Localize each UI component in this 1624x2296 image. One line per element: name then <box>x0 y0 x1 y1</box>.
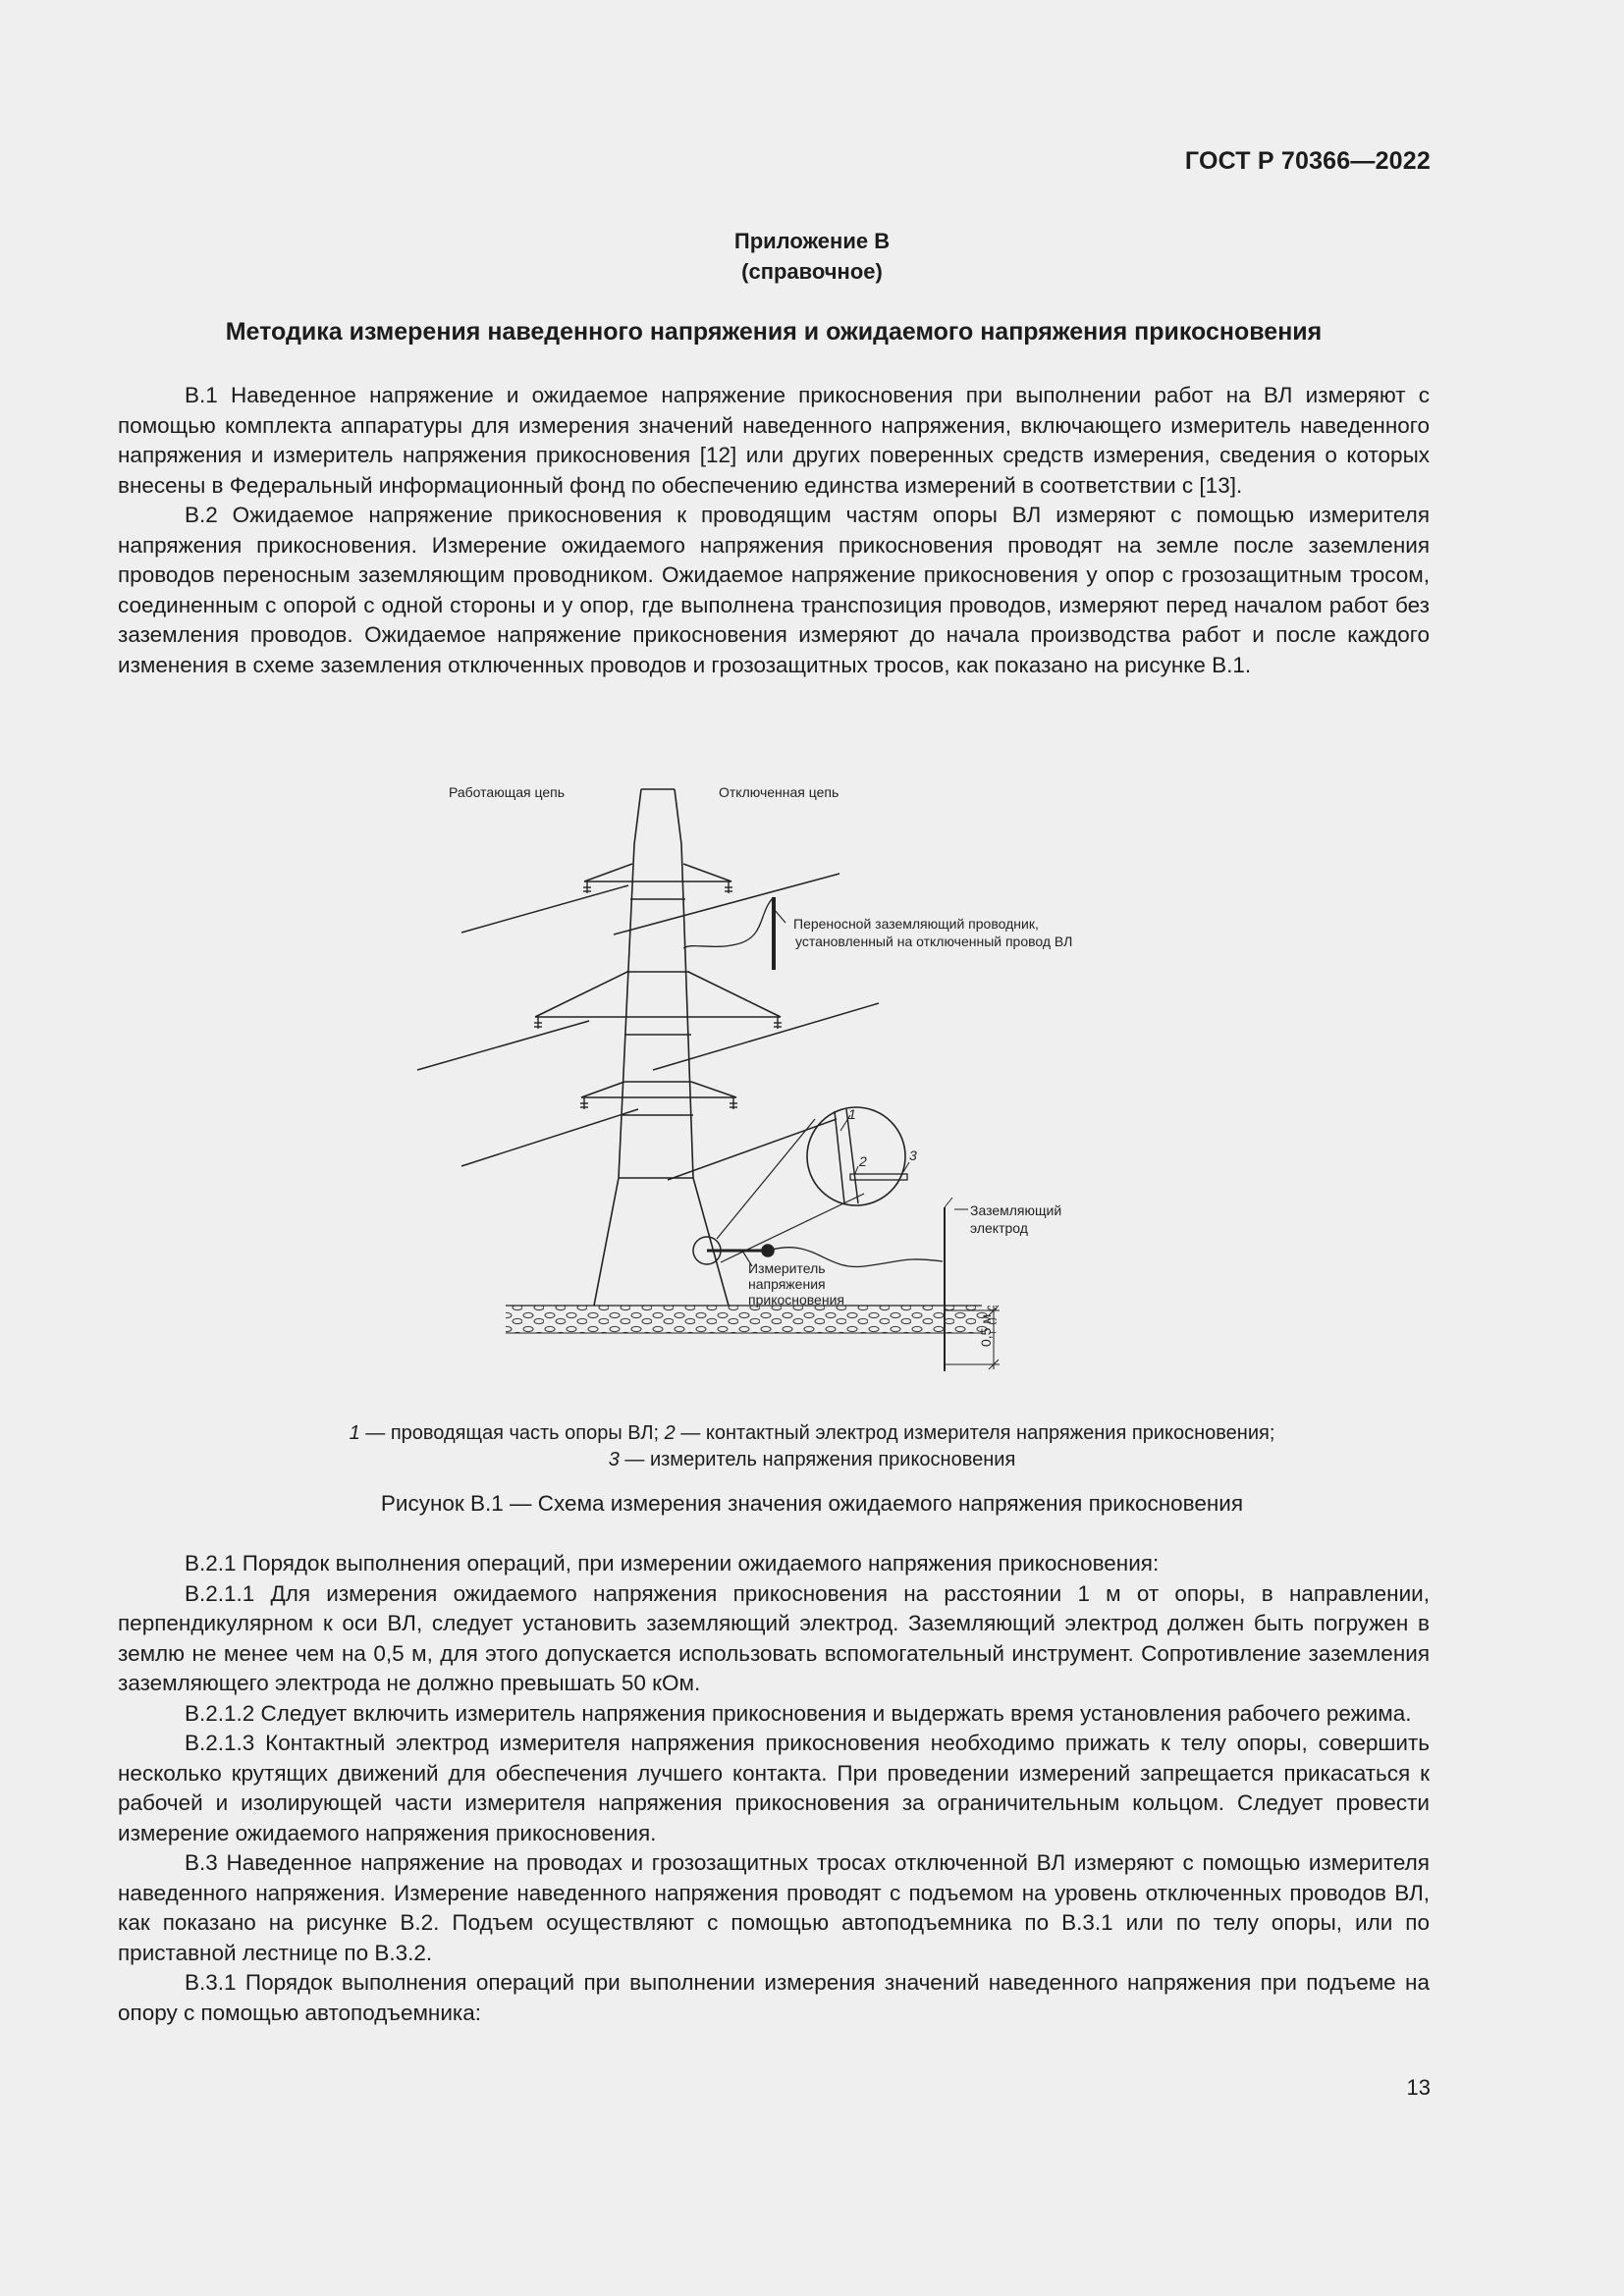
callout-3: 3 <box>909 1148 917 1163</box>
document-code: ГОСТ Р 70366—2022 <box>1184 147 1431 175</box>
legend-num-1: 1 <box>349 1422 360 1444</box>
callout-2: 2 <box>859 1153 867 1169</box>
page-number: 13 <box>1406 2075 1431 2100</box>
paragraph-b2-1-3: В.2.1.3 Контактный электрод измерителя напряжения прикосновения необходимо прижать к телу опоры, совершить несколько крутящих движений для обеспечения лучшего контакта. При проведении измерений запрещается прикасаться к рабочей и изолирующей части измерителя напряжения прикосновения за ограничительным кольцом. Следует провести измерение ожидаемого напряжения прикосновения. <box>118 1731 1430 1845</box>
legend-num-3: 3 <box>608 1449 620 1470</box>
legend-line-2 <box>0 1447 1624 1473</box>
label-meter-1: Измеритель <box>748 1260 826 1276</box>
paragraph-b3: В.3 Наведенное напряжение на проводах и грозозащитных тросах отключенной ВЛ измеряют с помощью измерителя наведенного напряжения. Измерение наведенного напряжения проводят с подъемом на уровень отключенных проводов ВЛ, как показано на рисунке В.2. Подъем осуществляют с помощью автоподъемника по В.3.1 или по телу опоры, или по приставной лестнице по В.3.2. <box>118 1850 1430 1965</box>
legend-text-1: — проводящая часть опоры ВЛ; <box>359 1422 665 1444</box>
ground-soil <box>506 1306 997 1333</box>
tower-right-edge <box>681 844 693 1178</box>
figure-caption: Рисунок В.1 — Схема измерения значения ожидаемого напряжения прикосновения <box>380 1491 1244 1516</box>
tower-diagram <box>393 775 1159 1374</box>
legend-line-1 <box>0 1420 1624 1447</box>
body-text-upper <box>118 381 1430 680</box>
paragraph-b2-1-1: В.2.1.1 Для измерения ожидаемого напряжения прикосновения на расстоянии 1 м от опоры, в направлении, перпендикулярном к оси ВЛ, следует установить заземляющий электрод. Заземляющий электрод должен быть погружен в землю не менее чем на 0,5 м, для этого допускается использовать вспомогательный инструмент. Сопротивление заземления заземляющего электрода не должно превышать 50 кОм. <box>118 1580 1430 1695</box>
callout-1: 1 <box>848 1106 856 1122</box>
legend-text-2: — контактный электрод измерителя напряжения прикосновения; <box>675 1422 1275 1444</box>
insulators <box>534 881 782 1109</box>
label-electrode-2: электрод <box>970 1220 1028 1236</box>
paragraph-b2-1-2: В.2.1.2 Следует включить измеритель напряжения прикосновения и выдержать время установления рабочего режима. <box>185 1700 1412 1726</box>
label-disconnected-circuit: Отключенная цепь <box>719 784 839 800</box>
paragraph-b1: В.1 Наведенное напряжение и ожидаемое напряжение прикосновения при выполнении работ на ВЛ измеряют с помощью комплекта аппаратуры для измерения значений наведенного напряжения, включающего измеритель наведенного напряжения и измеритель напряжения прикосновения [12] или других поверенных средств измерения, сведения о которых внесены в Федеральный информационный фонд по обеспечению единства измерений в соответствии с [13]. <box>118 383 1430 498</box>
label-electrode-1: Заземляющий <box>970 1202 1062 1218</box>
paragraph-b2: В.2 Ожидаемое напряжение прикосновения к проводящим частям опоры ВЛ измеряют с помощью измерителя напряжения прикосновения. Измерение ожидаемого напряжения прикосновения проводят на земле после заземления проводов переносным заземляющим проводником. Ожидаемое напряжение прикосновения у опор с грозозащитным тросом, соединенным с опорой с одной стороны и у опор, где выполнена транспозиция проводов, измеряют перед началом работ без заземления проводов. Ожидаемое напряжение прикосновения измеряют до начала производства работ и после каждого изменения в схеме заземления отключенных проводов и грозозащитных тросов, как показано на рисунке В.1. <box>118 503 1430 677</box>
label-portable-conductor-1: Переносной заземляющий проводник, <box>793 916 1039 932</box>
tower-left-leg <box>594 1178 619 1306</box>
contact-electrode <box>850 1174 907 1180</box>
paragraph-b3-1: В.3.1 Порядок выполнения операций при выполнении измерения значений наведенного напряжения при подъеме на опору с помощью автоподъемника: <box>118 1970 1430 2025</box>
appendix-type: (справочное) <box>741 259 883 284</box>
appendix-heading <box>0 226 1624 287</box>
label-meter-3: прикосновения <box>748 1292 844 1308</box>
legend-text-3: — измеритель напряжения прикосновения <box>619 1449 1016 1470</box>
label-portable-conductor-2: установленный на отключенный провод ВЛ <box>795 934 1073 949</box>
paragraph-b2-1: В.2.1 Порядок выполнения операций, при измерении ожидаемого напряжения прикосновения: <box>185 1551 1160 1575</box>
tower-left-edge <box>619 844 634 1178</box>
label-working-circuit: Работающая цепь <box>449 784 565 800</box>
figure-legend <box>0 1420 1624 1473</box>
appendix-label: Приложение В <box>733 229 891 253</box>
legend-num-2: 2 <box>664 1422 676 1444</box>
section-title: Методика измерения наведенного напряжения и ожидаемого напряжения прикосновения <box>225 318 1323 346</box>
figure-b1-diagram <box>393 775 1159 1374</box>
tower-right-leg <box>693 1178 729 1306</box>
label-meter-2: напряжения <box>748 1276 826 1292</box>
body-text-lower <box>118 1549 1430 2028</box>
label-depth: 0,5 м <box>978 1314 994 1347</box>
